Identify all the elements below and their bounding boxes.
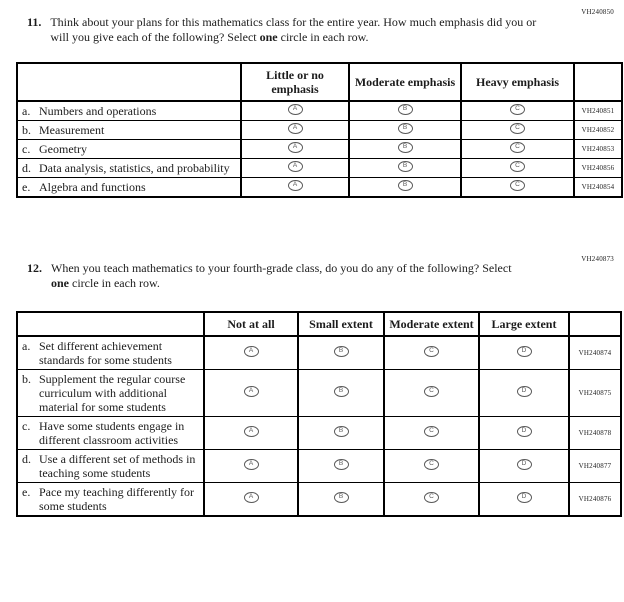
row-code: VH240878 [569,417,621,450]
column-header-1: Not at all [204,312,298,336]
option-cell [298,483,384,517]
answer-oval-a[interactable]: A [244,426,259,437]
row-text: Measurement [39,123,105,137]
row-code: VH240875 [569,370,621,417]
answer-oval-b[interactable]: B [398,123,413,134]
question-12-text-post: circle in each row. [69,275,160,290]
answer-oval-b[interactable]: B [398,104,413,115]
column-header-2: Small extent [298,312,384,336]
row-text: Use a different set of methods in teaching some students [39,452,196,480]
answer-oval-c[interactable]: C [510,123,525,134]
answer-oval-c[interactable]: C [510,180,525,191]
row-code: VH240877 [569,450,621,483]
option-cell [384,483,479,517]
column-header-4: Large extent [479,312,569,336]
row-label [22,419,199,447]
answer-oval-c[interactable]: C [510,142,525,153]
row-code: VH240874 [569,336,621,370]
answer-oval-a[interactable]: A [288,180,303,191]
question-11 [27,15,548,44]
table-row [17,101,622,121]
row-code: VH240852 [574,121,622,140]
option-cell [461,159,574,178]
option-cell [204,336,298,370]
answer-oval-d[interactable]: D [517,459,532,470]
row-code: VH240876 [569,483,621,517]
question-11-text-post: circle in each row. [277,29,369,44]
option-cell [298,417,384,450]
row-letter: d. [22,161,31,175]
row-label-cell [17,121,241,140]
answer-oval-c[interactable]: C [424,459,439,470]
answer-oval-a[interactable]: A [288,104,303,115]
row-label [22,104,236,118]
answer-oval-b[interactable]: B [334,346,349,357]
header-row [17,63,622,101]
option-cell [349,178,461,198]
answer-oval-a[interactable]: A [244,386,259,397]
option-cell [298,370,384,417]
row-letter: a. [22,104,31,118]
option-cell [241,159,349,178]
row-text: Numbers and operations [39,104,157,118]
question-12-text-pre: When you teach mathematics to your fourth-grade class, do you do any of the following? Select [51,261,512,275]
answer-oval-c[interactable]: C [424,386,439,397]
answer-oval-a[interactable]: A [244,492,259,503]
row-letter: c. [22,419,31,433]
answer-oval-b[interactable]: B [334,426,349,437]
table-row [17,140,622,159]
row-label-cell [17,140,241,159]
question-12-number: 12. [27,261,42,275]
row-text: Have some students engage in different classroom activities [39,419,185,447]
column-header-3: Heavy emphasis [461,63,574,101]
row-label-cell [17,159,241,178]
row-text: Set different achievement standards for some students [39,339,172,367]
answer-oval-b[interactable]: B [398,161,413,172]
option-cell [461,140,574,159]
row-letter: d. [22,452,31,466]
code-column-header [569,312,621,336]
row-text: Geometry [39,142,87,156]
row-label-cell [17,370,204,417]
option-cell [204,370,298,417]
row-text: Pace my teaching differently for some students [39,485,195,513]
row-label-cell [17,417,204,450]
table-row [17,370,621,417]
row-label [22,161,236,175]
row-code: VH240853 [574,140,622,159]
row-label-cell [17,336,204,370]
option-cell [461,178,574,198]
option-cell [298,336,384,370]
row-label [22,485,199,513]
question-11-number: 11. [27,15,42,29]
answer-oval-c[interactable]: C [510,161,525,172]
column-header-3: Moderate extent [384,312,479,336]
option-cell [349,101,461,121]
q11-response-grid [16,62,623,198]
question-12 [27,261,529,290]
answer-oval-c[interactable]: C [424,426,439,437]
option-cell [204,417,298,450]
answer-oval-d[interactable]: D [517,426,532,437]
question-12-text-bold: one [51,275,69,290]
question-11-text-bold: one [259,29,278,44]
option-cell [479,483,569,517]
column-header-2: Moderate emphasis [349,63,461,101]
answer-oval-b[interactable]: B [334,492,349,503]
option-cell [479,417,569,450]
option-cell [298,450,384,483]
table-row [17,336,621,370]
answer-oval-a[interactable]: A [288,142,303,153]
option-cell [241,178,349,198]
row-label [22,339,199,367]
answer-oval-b[interactable]: B [334,386,349,397]
answer-oval-c[interactable]: C [510,104,525,115]
row-text: Supplement the regular course curriculum with additional material for some students [39,372,186,414]
table-row [17,178,622,198]
answer-oval-a[interactable]: A [288,123,303,134]
question-11-code: VH240850 [581,8,614,16]
answer-oval-b[interactable]: B [398,180,413,191]
option-cell [384,417,479,450]
row-code: VH240856 [574,159,622,178]
row-letter: e. [22,180,31,194]
answer-oval-c[interactable]: C [424,346,439,357]
answer-oval-b[interactable]: B [398,142,413,153]
row-text: Data analysis, statistics, and probability [39,161,230,175]
question-11-text-pre: Think about your plans for this mathematics class for the entire year. How much emphasis did you or will you give each of the following? Select [50,15,537,44]
row-label-header [17,312,204,336]
table-row [17,121,622,140]
row-label-cell [17,178,241,198]
answer-oval-b[interactable]: B [334,459,349,470]
q12-response-grid [16,311,622,517]
row-letter: b. [22,123,31,137]
option-cell [479,336,569,370]
answer-oval-d[interactable]: D [517,386,532,397]
row-label-cell [17,450,204,483]
option-cell [461,121,574,140]
row-code: VH240854 [574,178,622,198]
question-12-code: VH240873 [581,255,614,263]
row-letter: e. [22,485,31,499]
row-label-cell [17,483,204,517]
option-cell [204,450,298,483]
option-cell [349,140,461,159]
question-11-text [50,15,548,44]
option-cell [241,140,349,159]
answer-oval-a[interactable]: A [244,459,259,470]
option-cell [479,450,569,483]
row-label-header [17,63,241,101]
column-header-1: Little or no emphasis [241,63,349,101]
option-cell [241,121,349,140]
option-cell [204,483,298,517]
answer-oval-d[interactable]: D [517,492,532,503]
table-row [17,450,621,483]
option-cell [384,370,479,417]
row-label-cell [17,101,241,121]
option-cell [461,101,574,121]
table-row [17,159,622,178]
option-cell [384,450,479,483]
code-column-header [574,63,622,101]
option-cell [349,121,461,140]
answer-oval-a[interactable]: A [288,161,303,172]
answer-oval-d[interactable]: D [517,346,532,357]
row-letter: b. [22,372,31,386]
header-row [17,312,621,336]
row-text: Algebra and functions [39,180,146,194]
row-letter: c. [22,142,31,156]
row-label [22,372,199,414]
row-label [22,452,199,480]
table-row [17,417,621,450]
option-cell [349,159,461,178]
option-cell [241,101,349,121]
table-row [17,483,621,517]
answer-oval-a[interactable]: A [244,346,259,357]
row-label [22,180,236,194]
row-label [22,123,236,137]
answer-oval-c[interactable]: C [424,492,439,503]
option-cell [479,370,569,417]
row-code: VH240851 [574,101,622,121]
row-label [22,142,236,156]
option-cell [384,336,479,370]
question-12-text [51,261,529,290]
row-letter: a. [22,339,31,353]
